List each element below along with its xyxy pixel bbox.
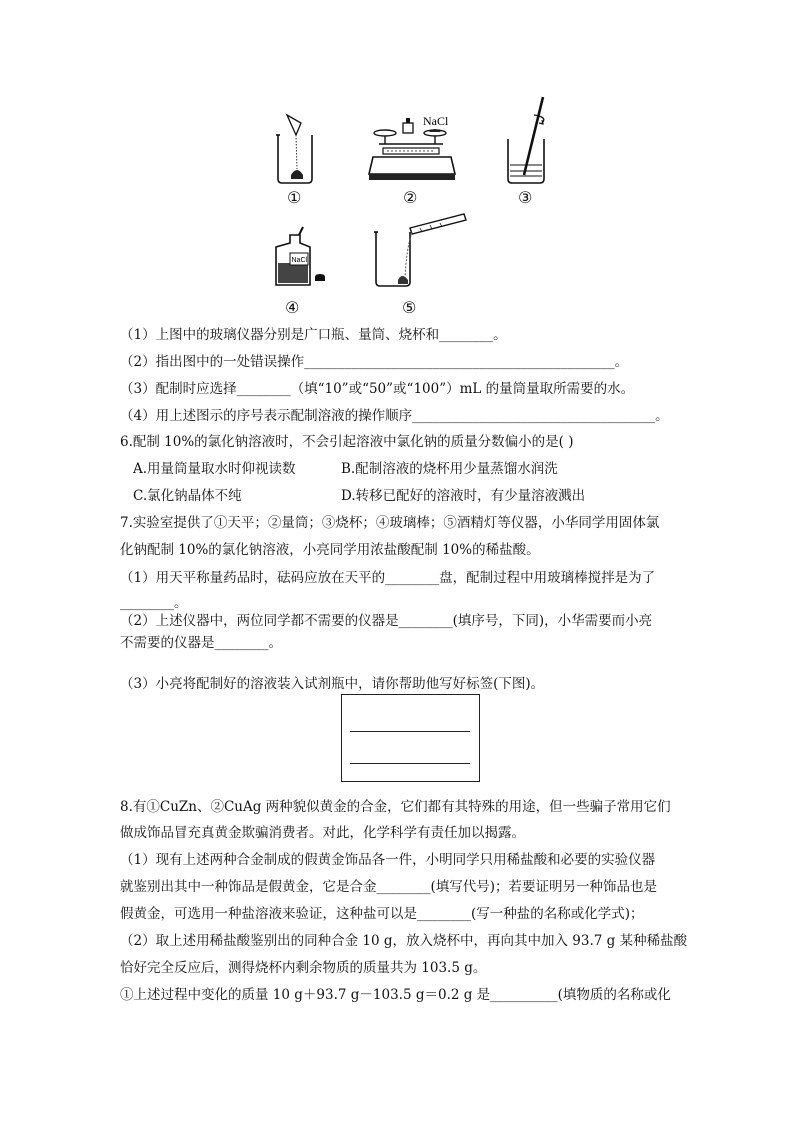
q8-stem-line2: 做成饰品冒充真黄金欺骗消费者。对此，化学科学有责任加以揭露。 (120, 825, 525, 841)
q5-part3: （3）配制时应选择________（填“10”或“50”或“100”）mL 的量筒量取所需要的水。 (120, 381, 635, 397)
figure-caption-2: ② (403, 188, 418, 207)
q7-part1-line1: （1）用天平称量药品时，砝码应放在天平的________盘，配制过程中用玻璃棒搅拌是为了 (120, 570, 656, 586)
q5-part4: （4）用上述图示的序号表示配制溶液的操作顺序____________________________________。 (120, 408, 669, 424)
q8-part1-line2: 就鉴别出其中一种饰品是假黄金，它是合金________(填写代号)；若要证明另一种饰品也是 (120, 879, 658, 895)
figure-caption-5: ⑤ (402, 298, 417, 317)
label-line-1 (350, 731, 470, 732)
beaker-dissolving-figure (270, 113, 320, 185)
q8-part1-line3: 假黄金，可选用一种盐溶液来验证，这种盐可以是________(写一种盐的名称或化学式)； (120, 906, 644, 922)
beaker-stirring-figure (502, 95, 552, 187)
figure-caption-4: ④ (285, 298, 300, 317)
q7-part3: （3）小亮将配制好的溶液装入试剂瓶中，请你帮助他写好标签(下图)。 (120, 676, 545, 692)
balance-weighing-figure (365, 112, 461, 186)
q7-stem-line1: 7.实验室提供了①天平；②量筒；③烧杯；④玻璃棒；⑤酒精灯等仪器，小华同学用固体氯 (120, 515, 660, 531)
q6-option-c: C.氯化钠晶体不纯 (133, 488, 242, 504)
q8-part1-line1: （1）现有上述两种合金制成的假黄金饰品各一件，小明同学只用稀盐酸和必要的实验仪器 (120, 852, 656, 868)
q7-part1-line2: ________。 (120, 595, 188, 611)
q5-part2: （2）指出图中的一处错误操作______________________________________________。 (120, 354, 629, 370)
q8-part2-line3: ①上述过程中变化的质量 10 g＋93.7 g－103.5 g＝0.2 g 是__________(填物质的名称或化 (120, 987, 671, 1003)
label-line-2 (350, 763, 470, 764)
q8-part2-line2: 恰好完全反应后，测得烧杯内剩余物质的质量共为 103.5 g。 (120, 960, 487, 976)
q7-stem-line2: 化钠配制 10%的氯化钠溶液，小亮同学用浓盐酸配制 10%的稀盐酸。 (120, 542, 540, 558)
q8-stem-line1: 8.有①CuZn、②CuAg 两种貌似黄金的合金，它们都有其特殊的用途，但一些骗子常用它们 (120, 799, 671, 815)
q6-option-b: B.配制溶液的烧杯用少量蒸馏水润洗 (341, 461, 558, 477)
q6-option-d: D.转移已配好的溶液时，有少量溶液溅出 (341, 488, 586, 504)
reagent-label-box[interactable] (341, 694, 480, 782)
q6-option-a: A.用量筒量取水时仰视读数 (133, 461, 296, 477)
q5-part1: （1）上图中的玻璃仪器分别是广口瓶、量筒、烧杯和________。 (120, 327, 507, 343)
q7-part2-line2: 不需要的仪器是________。 (120, 635, 282, 651)
pouring-water-figure (372, 210, 468, 290)
q7-part2-line1: （2）上述仪器中，两位同学都不需要的仪器是________(填序号，下同)，小华需要而小亮 (120, 613, 653, 629)
q8-part2-line1: （2）取上述用稀盐酸鉴别出的同种合金 10 g，放入烧杯中，再向其中加入 93.7 g 某种稀盐酸 (120, 933, 688, 949)
nacl-label: NaCl (423, 114, 449, 128)
reagent-bottle-figure (268, 225, 336, 289)
figure-caption-1: ① (287, 188, 302, 207)
q6-stem: 6.配制 10%的氯化钠溶液时，不会引起溶液中氯化钠的质量分数偏小的是( ) (120, 434, 574, 450)
figure-caption-3: ③ (518, 188, 533, 207)
bottle-label: NaCl (291, 257, 308, 264)
